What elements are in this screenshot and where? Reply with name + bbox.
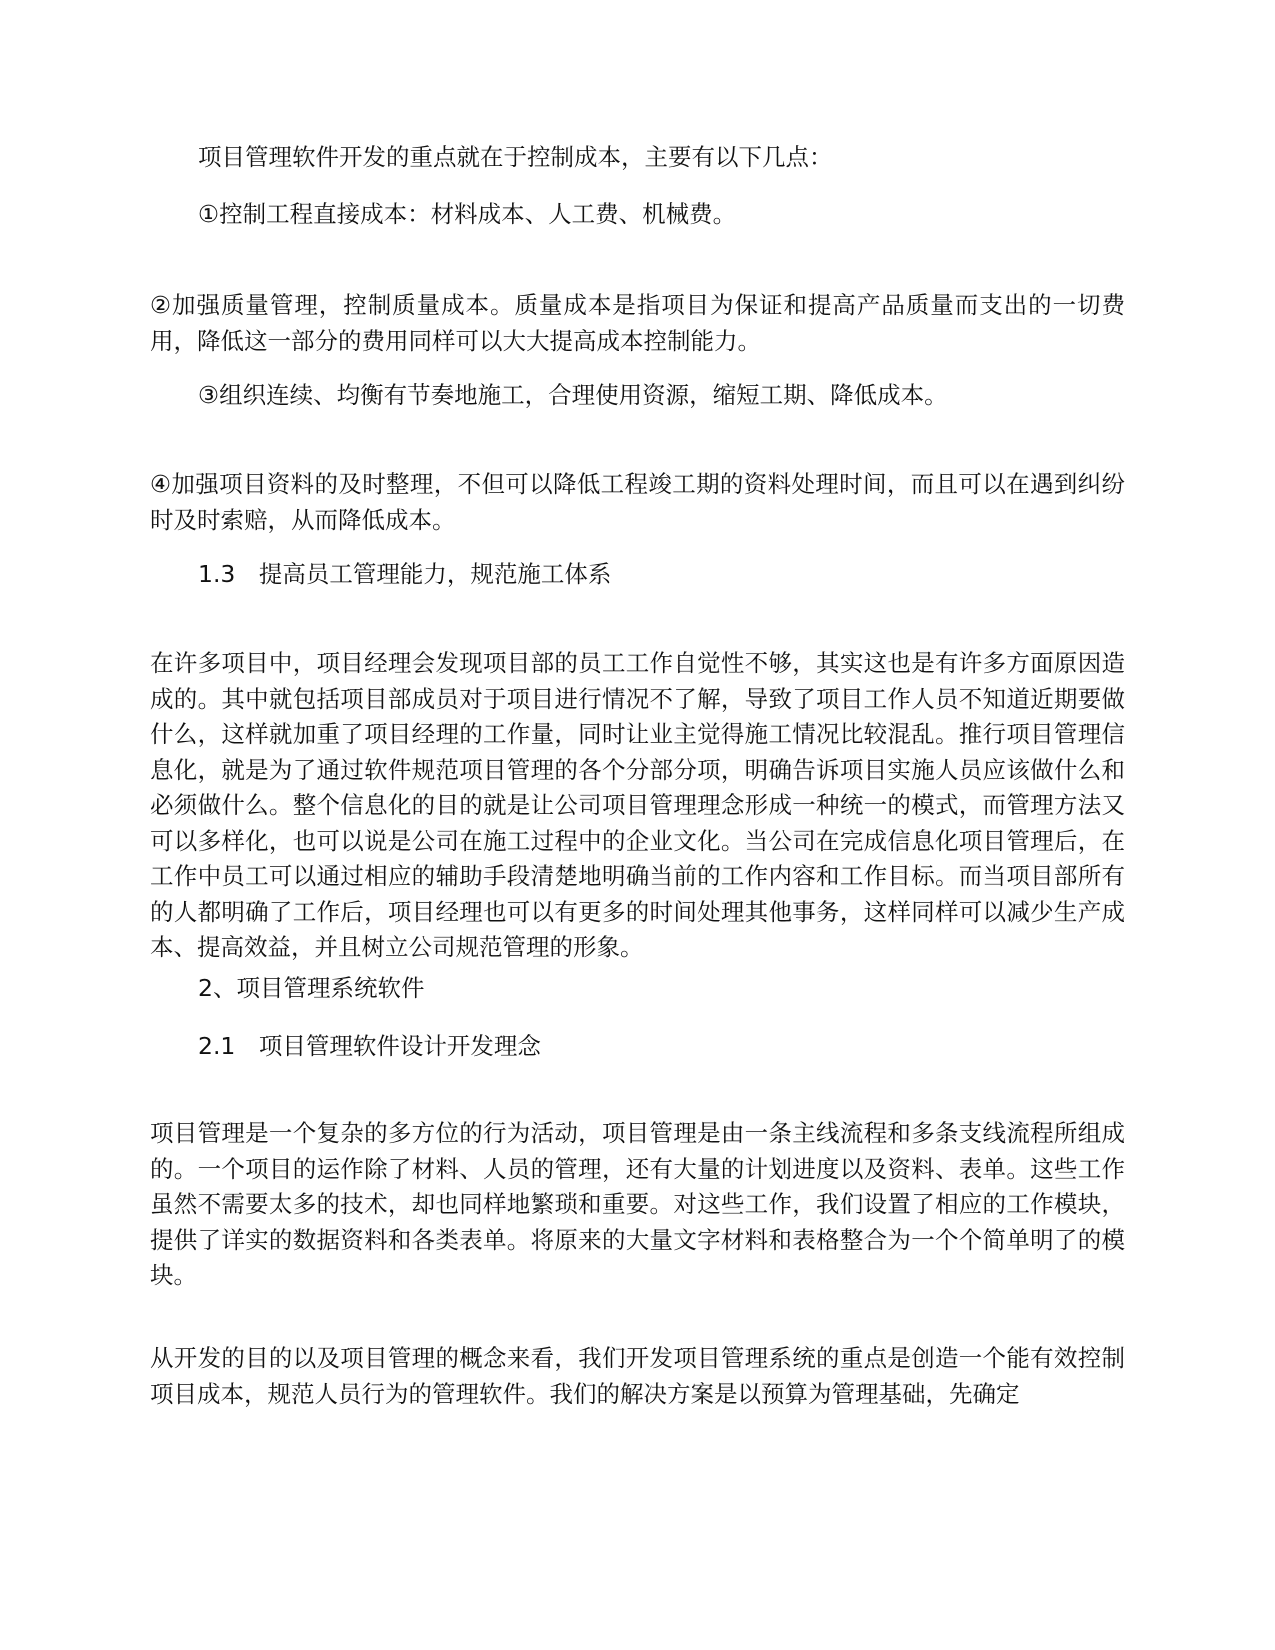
point-3-paragraph: ③组织连续、均衡有节奏地施工，合理使用资源，缩短工期、降低成本。 <box>198 381 948 409</box>
intro-paragraph: 项目管理软件开发的重点就在于控制成本，主要有以下几点： <box>198 143 833 171</box>
body-paragraph-solution: 从开发的目的以及项目管理的概念来看，我们开发项目管理系统的重点是创造一个能有效控制项目成本，规范人员行为的管理软件。我们的解决方案是以预算为管理基础，先确定 <box>150 1344 1125 1408</box>
section-heading-2-1: 2.1 项目管理软件设计开发理念 <box>198 1032 541 1060</box>
body-paragraph-staff: 在许多项目中，项目经理会发现项目部的员工工作自觉性不够，其实这也是有许多方面原因造成的。其中就包括项目部成员对于项目进行情况不了解，导致了项目工作人员不知道近期要做什么，这样就加重了项目经理的工作量，同时让业主觉得施工情况比较混乱。推行项目管理信息化，就是为了通过软件规范项目管理的各个分部分项，明确告诉项目实施人员应该做什么和必须做什么。整个信息化的目的就是让公司项目管理理念形成一种统一的模式，而管理方法又可以多样化，也可以说是公司在施工过程中的企业文化。当公司在完成信息化项目管理后，在工作中员工可以通过相应的辅助手段清楚地明确当前的工作内容和工作目标。而当项目部所有的人都明确了工作后，项目经理也可以有更多的时间处理其他事务，这样同样可以减少生产成本、提高效益，并且树立公司规范管理的形象。 <box>150 649 1125 961</box>
section-heading-2: 2、项目管理系统软件 <box>198 974 425 1002</box>
point-4-paragraph: ④加强项目资料的及时整理，不但可以降低工程竣工期的资料处理时间，而且可以在遇到纠纷时及时索赔，从而降低成本。 <box>150 470 1125 534</box>
point-1-paragraph: ①控制工程直接成本：材料成本、人工费、机械费。 <box>198 200 737 228</box>
point-2-paragraph: ②加强质量管理，控制质量成本。质量成本是指项目为保证和提高产品质量而支出的一切费用，降低这一部分的费用同样可以大大提高成本控制能力。 <box>150 291 1125 355</box>
section-heading-1-3: 1.3 提高员工管理能力，规范施工体系 <box>198 560 612 588</box>
body-paragraph-concept: 项目管理是一个复杂的多方位的行为活动，项目管理是由一条主线流程和多条支线流程所组成的。一个项目的运作除了材料、人员的管理，还有大量的计划进度以及资料、表单。这些工作虽然不需要太多的技术，却也同样地繁琐和重要。对这些工作，我们设置了相应的工作模块，提供了详实的数据资料和各类表单。将原来的大量文字材料和表格整合为一个个简单明了的模块。 <box>150 1119 1125 1289</box>
